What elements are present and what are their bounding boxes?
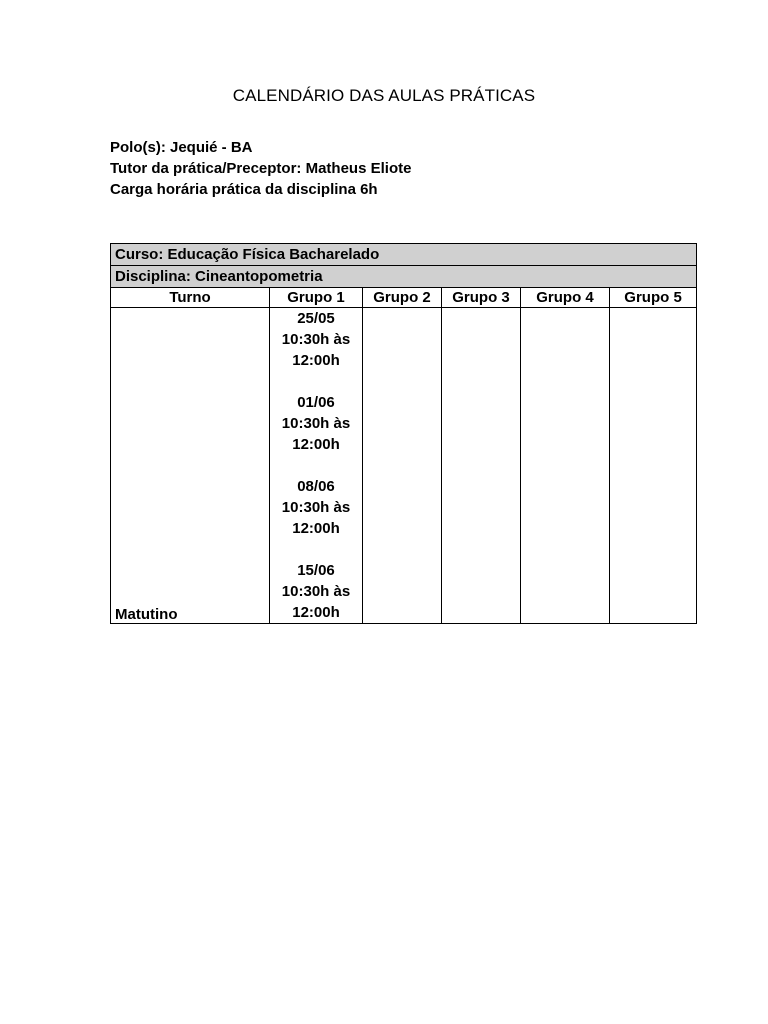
session-start: 10:30h às: [281, 583, 351, 600]
table-row: [111, 308, 697, 624]
header-grupo-1: Grupo 1: [270, 288, 363, 308]
disciplina-row: [111, 266, 697, 288]
session-slot: [270, 560, 362, 623]
schedule-table: [110, 243, 697, 624]
session-date: 08/06: [297, 478, 335, 495]
session-date: 01/06: [297, 394, 335, 411]
session-start: 10:30h às: [281, 415, 351, 432]
session-slot: [270, 392, 362, 455]
header-row: [111, 288, 697, 308]
grupo-3-cell: [442, 308, 521, 624]
disciplina-cell: Disciplina: Cineantopometria: [111, 266, 697, 288]
session-date: 15/06: [297, 562, 335, 579]
info-block: [110, 137, 411, 200]
curso-row: [111, 244, 697, 266]
session-end: 12:00h: [292, 352, 340, 369]
grupo-5-cell: [610, 308, 697, 624]
session-end: 12:00h: [292, 520, 340, 537]
grupo-4-cell: [521, 308, 610, 624]
session-start: 10:30h às: [281, 331, 351, 348]
header-grupo-2: Grupo 2: [363, 288, 442, 308]
session-slot: [270, 308, 362, 371]
session-slot: [270, 476, 362, 539]
curso-cell: Curso: Educação Física Bacharelado: [111, 244, 697, 266]
session-date: 25/05: [297, 310, 335, 327]
session-start: 10:30h às: [281, 499, 351, 516]
header-turno: Turno: [111, 288, 270, 308]
tutor-text: Tutor da prática/Preceptor: Matheus Eliote: [110, 160, 412, 177]
header-grupo-5: Grupo 5: [610, 288, 697, 308]
grupo-1-cell: [270, 308, 363, 624]
grupo-2-cell: [363, 308, 442, 624]
polo-text: Polo(s): Jequié - BA: [110, 139, 253, 156]
session-end: 12:00h: [292, 436, 340, 453]
turno-cell: Matutino: [111, 308, 270, 624]
header-grupo-4: Grupo 4: [521, 288, 610, 308]
header-grupo-3: Grupo 3: [442, 288, 521, 308]
page-title: CALENDÁRIO DAS AULAS PRÁTICAS: [232, 86, 536, 105]
carga-text: Carga horária prática da disciplina 6h: [110, 181, 378, 198]
session-end: 12:00h: [292, 604, 340, 621]
